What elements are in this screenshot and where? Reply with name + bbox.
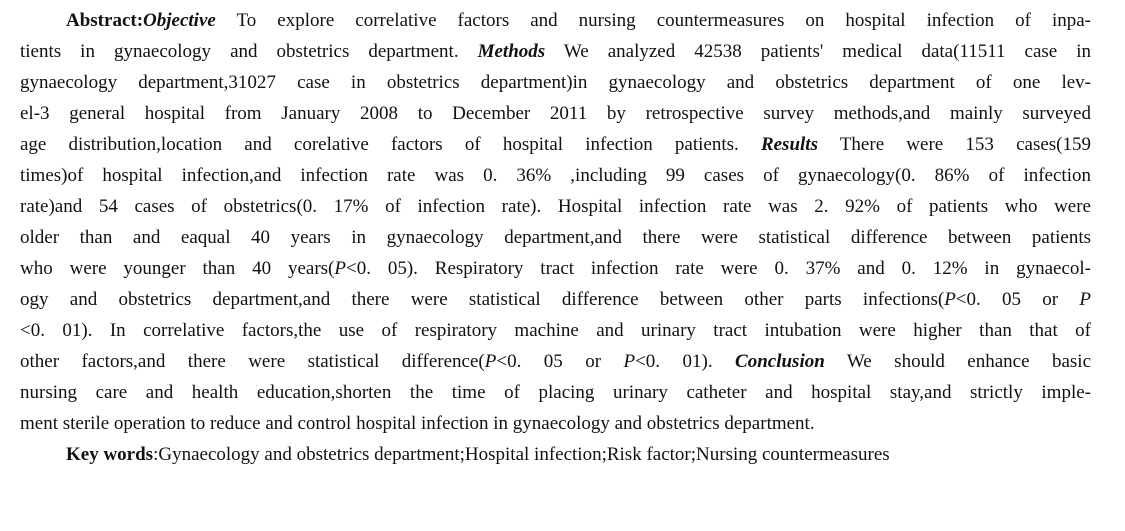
abstract-line bbox=[20, 346, 1091, 377]
abstract-line-2-segment-0: gynaecology department,31027 case in obstetrics department)in gynaecology and obstetrics department of one lev- bbox=[20, 72, 1091, 93]
abstract-line-1-segment-0: tients in gynaecology and obstetrics department. bbox=[20, 41, 478, 62]
abstract-line-11-segment-1: P bbox=[484, 351, 497, 372]
abstract-line bbox=[20, 222, 1091, 253]
abstract-paragraph bbox=[20, 5, 1091, 439]
abstract-line bbox=[20, 98, 1091, 129]
abstract-line-10-segment-0: <0. 01). In correlative factors,the use of respiratory machine and urinary tract intubation were higher than that of bbox=[20, 320, 1091, 341]
abstract-line bbox=[20, 377, 1091, 408]
keywords-text: :Gynaecology and obstetrics department;Hospital infection;Risk factor;Nursing countermeasures bbox=[153, 444, 890, 465]
abstract-line-9-segment-2: <0. 05 or bbox=[955, 289, 1080, 310]
abstract-line-11-segment-3: P bbox=[623, 351, 636, 372]
abstract-line-8-segment-1: P bbox=[334, 258, 346, 279]
abstract-line-3-segment-0: el-3 general hospital from January 2008 to December 2011 by retrospective survey methods,and mainly surveyed bbox=[20, 103, 1091, 124]
abstract-line-11-segment-6: We should enhance basic bbox=[824, 351, 1092, 372]
abstract-line-9-segment-0: ogy and obstetrics department,and there were statistical difference between other parts infections( bbox=[20, 289, 945, 310]
abstract-line-7-segment-0: older than and eaqual 40 years in gynaecology department,and there were statistical difference between patients bbox=[20, 227, 1091, 248]
abstract-line bbox=[20, 253, 1091, 284]
abstract-line-4-segment-0: age distribution,location and corelative factors of hospital infection patients. bbox=[20, 134, 761, 155]
abstract-line-11-segment-4: <0. 01). bbox=[635, 351, 736, 372]
keywords-label: Key words bbox=[66, 444, 154, 465]
abstract-line-4-segment-2: There were 153 cases(159 bbox=[817, 134, 1091, 155]
abstract-line bbox=[20, 67, 1091, 98]
abstract-line-8-segment-0: who were younger than 40 years( bbox=[20, 258, 335, 279]
abstract-line bbox=[20, 129, 1091, 160]
abstract-line-11-segment-5: Conclusion bbox=[735, 351, 825, 372]
abstract-line-0-segment-1: To explore correlative factors and nursing countermeasures on hospital infection of inpa- bbox=[215, 10, 1091, 31]
abstract-line bbox=[20, 5, 1091, 36]
abstract-line bbox=[20, 315, 1091, 346]
abstract-line-11-segment-0: other factors,and there were statistical difference( bbox=[20, 351, 485, 372]
abstract-line bbox=[20, 160, 1091, 191]
abstract-line-11-segment-2: <0. 05 or bbox=[496, 351, 624, 372]
abstract-label: Abstract: bbox=[66, 10, 144, 31]
abstract-line-0-segment-0: Objective bbox=[143, 10, 216, 31]
abstract-line-1-segment-1: Methods bbox=[477, 41, 546, 62]
abstract-line bbox=[20, 284, 1091, 315]
abstract-line-5-segment-0: times)of hospital infection,and infection rate was 0. 36% ,including 99 cases of gynaecology(0. 86% of infection bbox=[20, 165, 1091, 186]
keywords-line bbox=[20, 439, 1091, 470]
abstract-line bbox=[20, 191, 1091, 222]
abstract-line-13-segment-0: ment sterile operation to reduce and control hospital infection in gynaecology and obstetrics department. bbox=[20, 413, 815, 434]
abstract-line-9-segment-1: P bbox=[944, 289, 956, 310]
abstract-line-12-segment-0: nursing care and health education,shorten the time of placing urinary catheter and hospital stay,and strictly imple- bbox=[20, 382, 1091, 403]
abstract-line-9-segment-3: P bbox=[1079, 289, 1092, 310]
abstract-line-4-segment-1: Results bbox=[760, 134, 818, 155]
abstract-line-8-segment-2: <0. 05). Respiratory tract infection rate were 0. 37% and 0. 12% in gynaecol- bbox=[346, 258, 1091, 279]
abstract-line bbox=[20, 408, 1091, 439]
abstract-line bbox=[20, 36, 1091, 67]
abstract-line-6-segment-0: rate)and 54 cases of obstetrics(0. 17% of infection rate). Hospital infection rate was 2. 92% of patients who were bbox=[20, 196, 1091, 217]
abstract-line-1-segment-2: We analyzed 42538 patients' medical data(11511 case in bbox=[545, 41, 1092, 62]
